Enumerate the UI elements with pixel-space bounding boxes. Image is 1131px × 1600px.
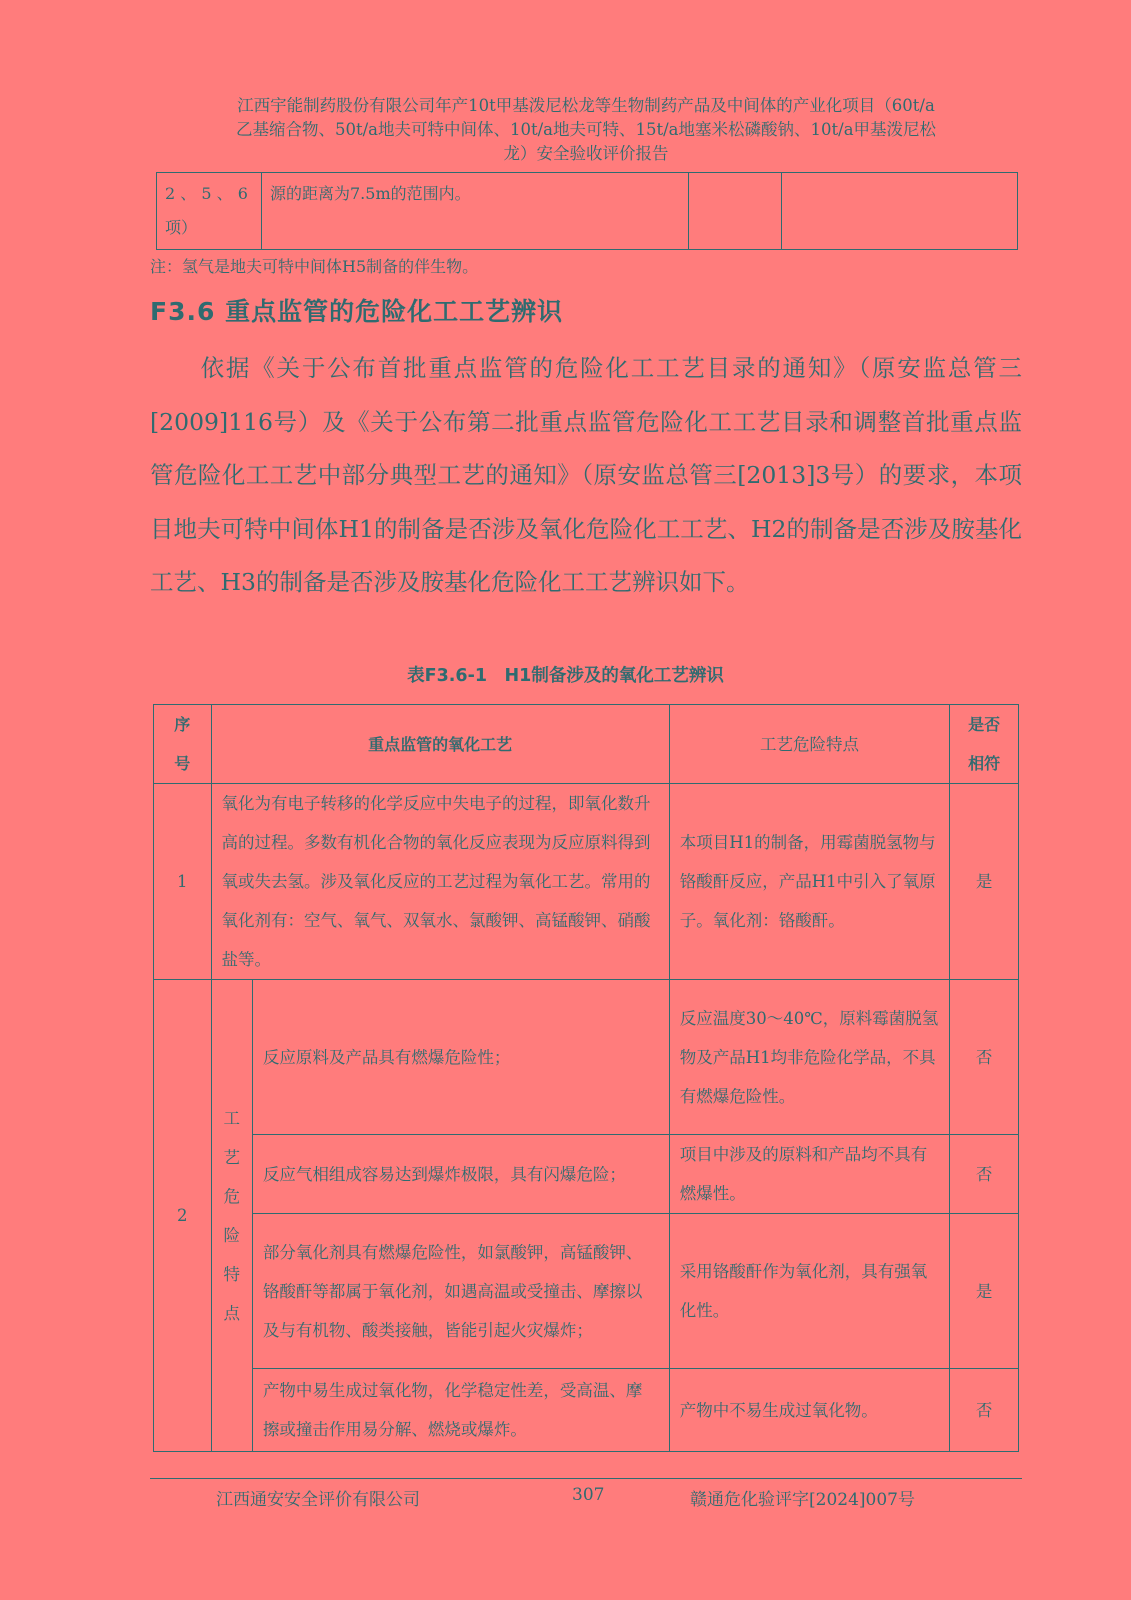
footer-company: 江西通安安全评价有限公司 — [216, 1490, 420, 1510]
row2-group-label — [211, 980, 252, 1452]
row1-feature: 本项目H1的制备，用霉菌脱氢物与铬酸酐反应，产品H1中引入了氧原子。氧化剂：铬酸酐。 — [669, 784, 950, 980]
row2b-feature: 项目中涉及的原料和产品均不具有燃爆性。 — [669, 1135, 950, 1214]
oxidation-table — [153, 704, 1019, 1452]
row2d-feature: 产物中不易生成过氧化物。 — [669, 1369, 950, 1452]
section-title: F3.6 重点监管的危险化工工艺辨识 — [150, 297, 564, 326]
header-no-b: 号 — [174, 754, 191, 773]
row2a-match: 否 — [950, 980, 1019, 1135]
table-caption: 表F3.6-1 H1制备涉及的氧化工艺辨识 — [407, 666, 724, 686]
row2c-match: 是 — [950, 1214, 1019, 1369]
group-char: 点 — [223, 1303, 240, 1323]
header-no — [154, 705, 212, 784]
group-char: 危 — [223, 1186, 240, 1206]
group-char: 工 — [223, 1108, 240, 1128]
header-line-2: 乙基缩合物、50t/a地夫可特中间体、10t/a地夫可特、15t/a地塞米松磷酸钠、10t/a甲基泼尼松 — [235, 120, 937, 139]
table-row — [154, 784, 1019, 980]
row2d-match: 否 — [950, 1369, 1019, 1452]
group-char: 艺 — [223, 1147, 240, 1167]
footer-doc-number: 赣通危化验评字[2024]007号 — [690, 1490, 915, 1510]
table-header-row — [154, 705, 1019, 784]
cont-cell-4 — [782, 173, 1018, 250]
header-no-a: 序 — [174, 715, 191, 734]
row2c-feature: 采用铬酸酐作为氧化剂，具有强氧化性。 — [669, 1214, 950, 1369]
row2c-process: 部分氧化剂具有燃爆危险性，如氯酸钾，高锰酸钾、铬酸酐等都属于氧化剂，如遇高温或受撞击、摩擦以及与有机物、酸类接触，皆能引起火灾爆炸； — [252, 1214, 669, 1369]
cont-cell-1: 2 、 5 、 6 项） — [157, 173, 262, 250]
table-row — [154, 980, 1019, 1135]
row2a-process: 反应原料及产品具有燃爆危险性； — [252, 980, 669, 1135]
footer-divider — [150, 1478, 1022, 1479]
continued-table — [156, 172, 1018, 250]
table-row — [154, 1369, 1019, 1452]
group-char: 险 — [223, 1225, 240, 1245]
header-process: 重点监管的氧化工艺 — [211, 705, 669, 784]
row2-no: 2 — [154, 980, 212, 1452]
header-feature: 工艺危险特点 — [669, 705, 950, 784]
row2d-process: 产物中易生成过氧化物，化学稳定性差，受高温、摩擦或撞击作用易分解、燃烧或爆炸。 — [252, 1369, 669, 1452]
row2b-match: 否 — [950, 1135, 1019, 1214]
header-line-1: 江西宇能制药股份有限公司年产10t甲基泼尼松龙等生物制药产品及中间体的产业化项目（60t/a — [237, 96, 935, 115]
paragraph-text: 依据《关于公布首批重点监管的危险化工工艺目录的通知》（原安监总管三[2009]116号）及《关于公布第二批重点监管危险化工工艺目录和调整首批重点监管危险化工工艺中部分典型工艺的通知》（原安监总管三[2013]3号）的要求，本项目地夫可特中间体H1的制备是否涉及氧化危险化工工艺、H2的制备是否涉及胺基化工艺、H3的制备是否涉及胺基化危险化工工艺辨识如下。 — [150, 354, 1023, 596]
header-match-a: 是否 — [968, 715, 1001, 734]
footer-page-number: 307 — [572, 1485, 605, 1505]
row1-process: 氧化为有电子转移的化学反应中失电子的过程，即氧化数升高的过程。多数有机化合物的氧化反应表现为反应原料得到氧或失去氢。涉及氧化反应的工艺过程为氧化工艺。常用的氧化剂有：空气、氧气、双氧水、氯酸钾、高锰酸钾、硝酸盐等。 — [211, 784, 669, 980]
cont-cell-2: 源的距离为7.5m的范围内。 — [262, 173, 689, 250]
cont-cell-3 — [689, 173, 782, 250]
table-row — [154, 1135, 1019, 1214]
row2b-process: 反应气相组成容易达到爆炸极限，具有闪爆危险； — [252, 1135, 669, 1214]
table-note: 注：氢气是地夫可特中间体H5制备的伴生物。 — [150, 257, 479, 276]
header-match — [950, 705, 1019, 784]
group-char: 特 — [223, 1264, 240, 1284]
header-line-3: 龙）安全验收评价报告 — [503, 144, 669, 163]
body-paragraph — [150, 342, 1022, 610]
row1-match: 是 — [950, 784, 1019, 980]
row1-no: 1 — [154, 784, 212, 980]
row2a-feature: 反应温度30～40℃，原料霉菌脱氢物及产品H1均非危险化学品，不具有燃爆危险性。 — [669, 980, 950, 1135]
page-header — [152, 94, 1020, 166]
table-row — [154, 1214, 1019, 1369]
header-match-b: 相符 — [968, 754, 1001, 773]
